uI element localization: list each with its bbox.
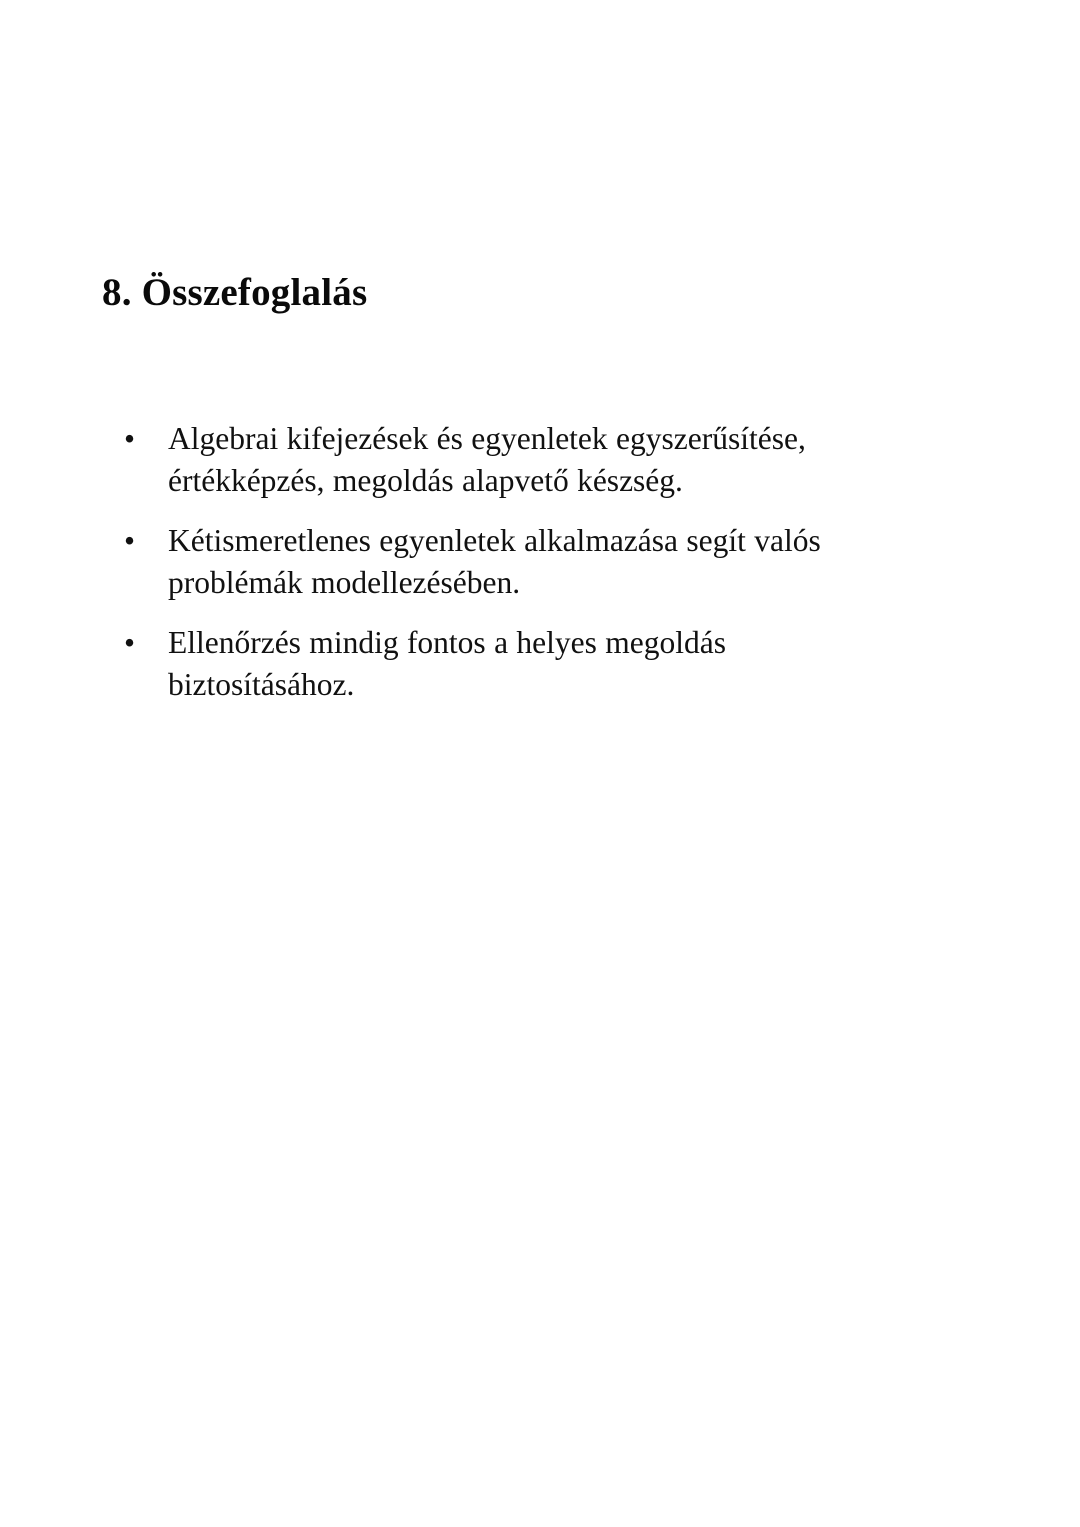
bullet-point-icon: • (124, 523, 136, 558)
list-item (118, 622, 908, 706)
list-item (118, 520, 908, 604)
list-item-text: Kétismeretlenes egyenletek alkalmazása segít valós problémák modellezésében. (168, 523, 821, 600)
bullet-point-icon: • (124, 625, 136, 660)
page-title: 8. Összefoglalás (102, 271, 368, 315)
list-item-text: Ellenőrzés mindig fontos a helyes megoldás biztosításához. (168, 625, 726, 702)
list-item (118, 418, 908, 502)
list-item-text: Algebrai kifejezések és egyenletek egyszerűsítése, értékképzés, megoldás alapvető készség. (168, 421, 806, 498)
bullet-point-icon: • (124, 421, 136, 456)
summary-bullet-list (118, 418, 908, 706)
